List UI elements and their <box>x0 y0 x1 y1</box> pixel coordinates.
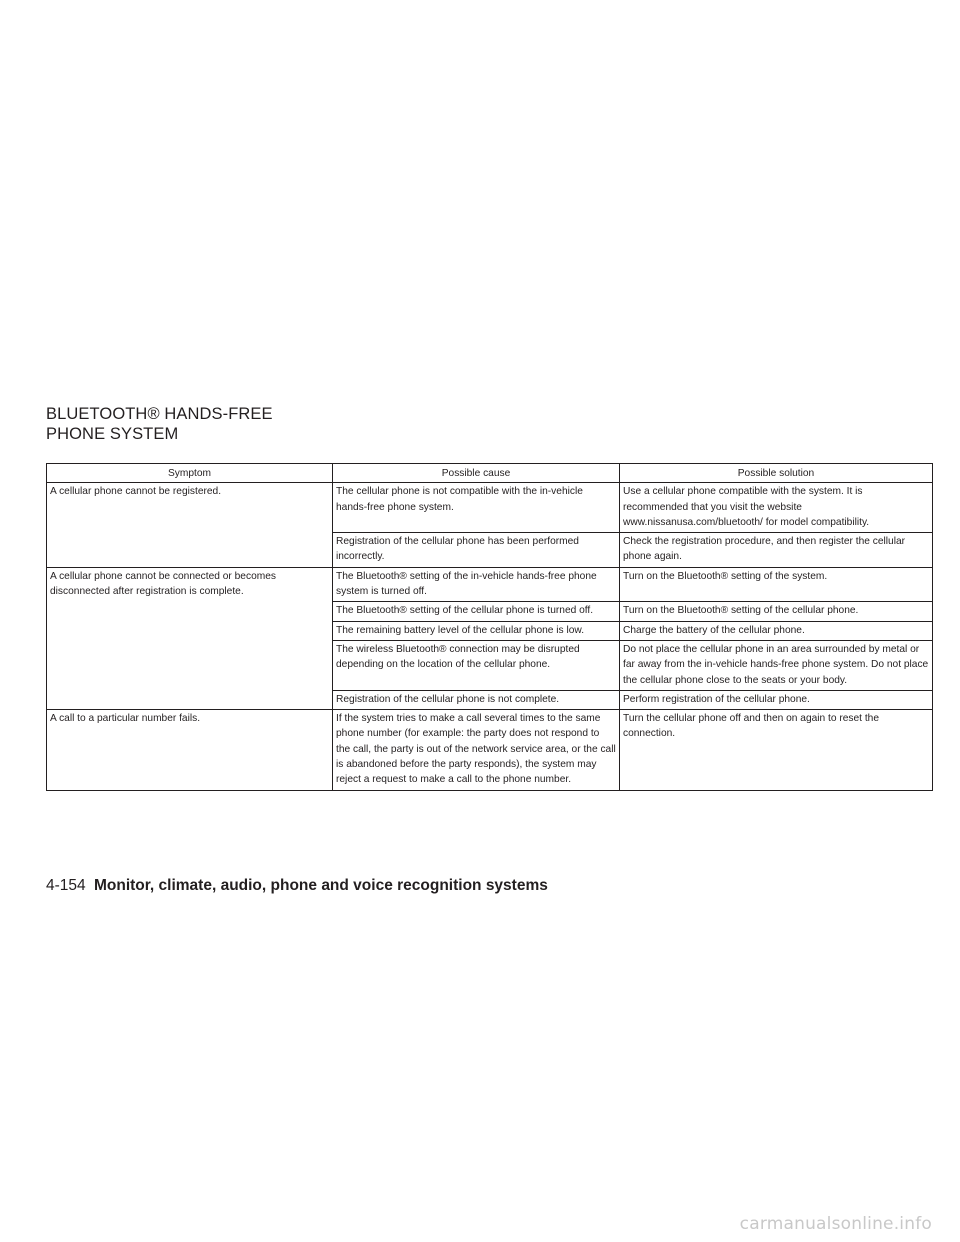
solution-cell: Turn on the Bluetooth® setting of the system. <box>620 567 933 602</box>
cause-cell: The Bluetooth® setting of the cellular phone is turned off. <box>333 602 620 621</box>
section-heading-line-1: BLUETOOTH® HANDS-FREE <box>46 405 273 423</box>
table-row <box>47 710 933 790</box>
column-header-cause: Possible cause <box>333 464 620 483</box>
solution-cell: Use a cellular phone compatible with the system. It is recommended that you visit the website www.nissanusa.com/bluetooth/ for model compatibility. <box>620 483 933 533</box>
column-header-symptom: Symptom <box>47 464 333 483</box>
cause-cell: The cellular phone is not compatible with the in-vehicle hands-free phone system. <box>333 483 620 533</box>
table-row <box>47 483 933 533</box>
cause-cell: Registration of the cellular phone is not complete. <box>333 690 620 709</box>
cause-cell: If the system tries to make a call several times to the same phone number (for example: the party does not respond to the call, the party is out of the network service area, or the call is abandoned before the party responds), the system may reject a request to make a call to the phone number. <box>333 710 620 790</box>
troubleshooting-table <box>46 463 933 791</box>
watermark: carmanualsonline.info <box>739 1214 932 1234</box>
symptom-cell: A cellular phone cannot be connected or becomes disconnected after registration is complete. <box>47 567 333 709</box>
page-number: 4-154 <box>46 877 86 894</box>
section-heading-line-2: PHONE SYSTEM <box>46 425 179 443</box>
solution-cell: Check the registration procedure, and then register the cellular phone again. <box>620 533 933 568</box>
solution-cell: Turn on the Bluetooth® setting of the cellular phone. <box>620 602 933 621</box>
cause-cell: The wireless Bluetooth® connection may be disrupted depending on the location of the cellular phone. <box>333 640 620 690</box>
cause-cell: The Bluetooth® setting of the in-vehicle hands-free phone system is turned off. <box>333 567 620 602</box>
column-header-solution: Possible solution <box>620 464 933 483</box>
chapter-title: Monitor, climate, audio, phone and voice recognition systems <box>93 877 548 894</box>
table-header-row <box>47 464 933 483</box>
cause-cell: The remaining battery level of the cellular phone is low. <box>333 621 620 640</box>
solution-cell: Turn the cellular phone off and then on again to reset the connection. <box>620 710 933 790</box>
solution-cell: Perform registration of the cellular phone. <box>620 690 933 709</box>
section-heading <box>46 404 273 444</box>
solution-cell: Charge the battery of the cellular phone. <box>620 621 933 640</box>
cause-cell: Registration of the cellular phone has been performed incorrectly. <box>333 533 620 568</box>
page-footer <box>46 877 548 895</box>
symptom-cell: A cellular phone cannot be registered. <box>47 483 333 567</box>
symptom-cell: A call to a particular number fails. <box>47 710 333 790</box>
solution-cell: Do not place the cellular phone in an area surrounded by metal or far away from the in-vehicle hands-free phone system. Do not place the cellular phone close to the seats or your body. <box>620 640 933 690</box>
table-row <box>47 567 933 602</box>
